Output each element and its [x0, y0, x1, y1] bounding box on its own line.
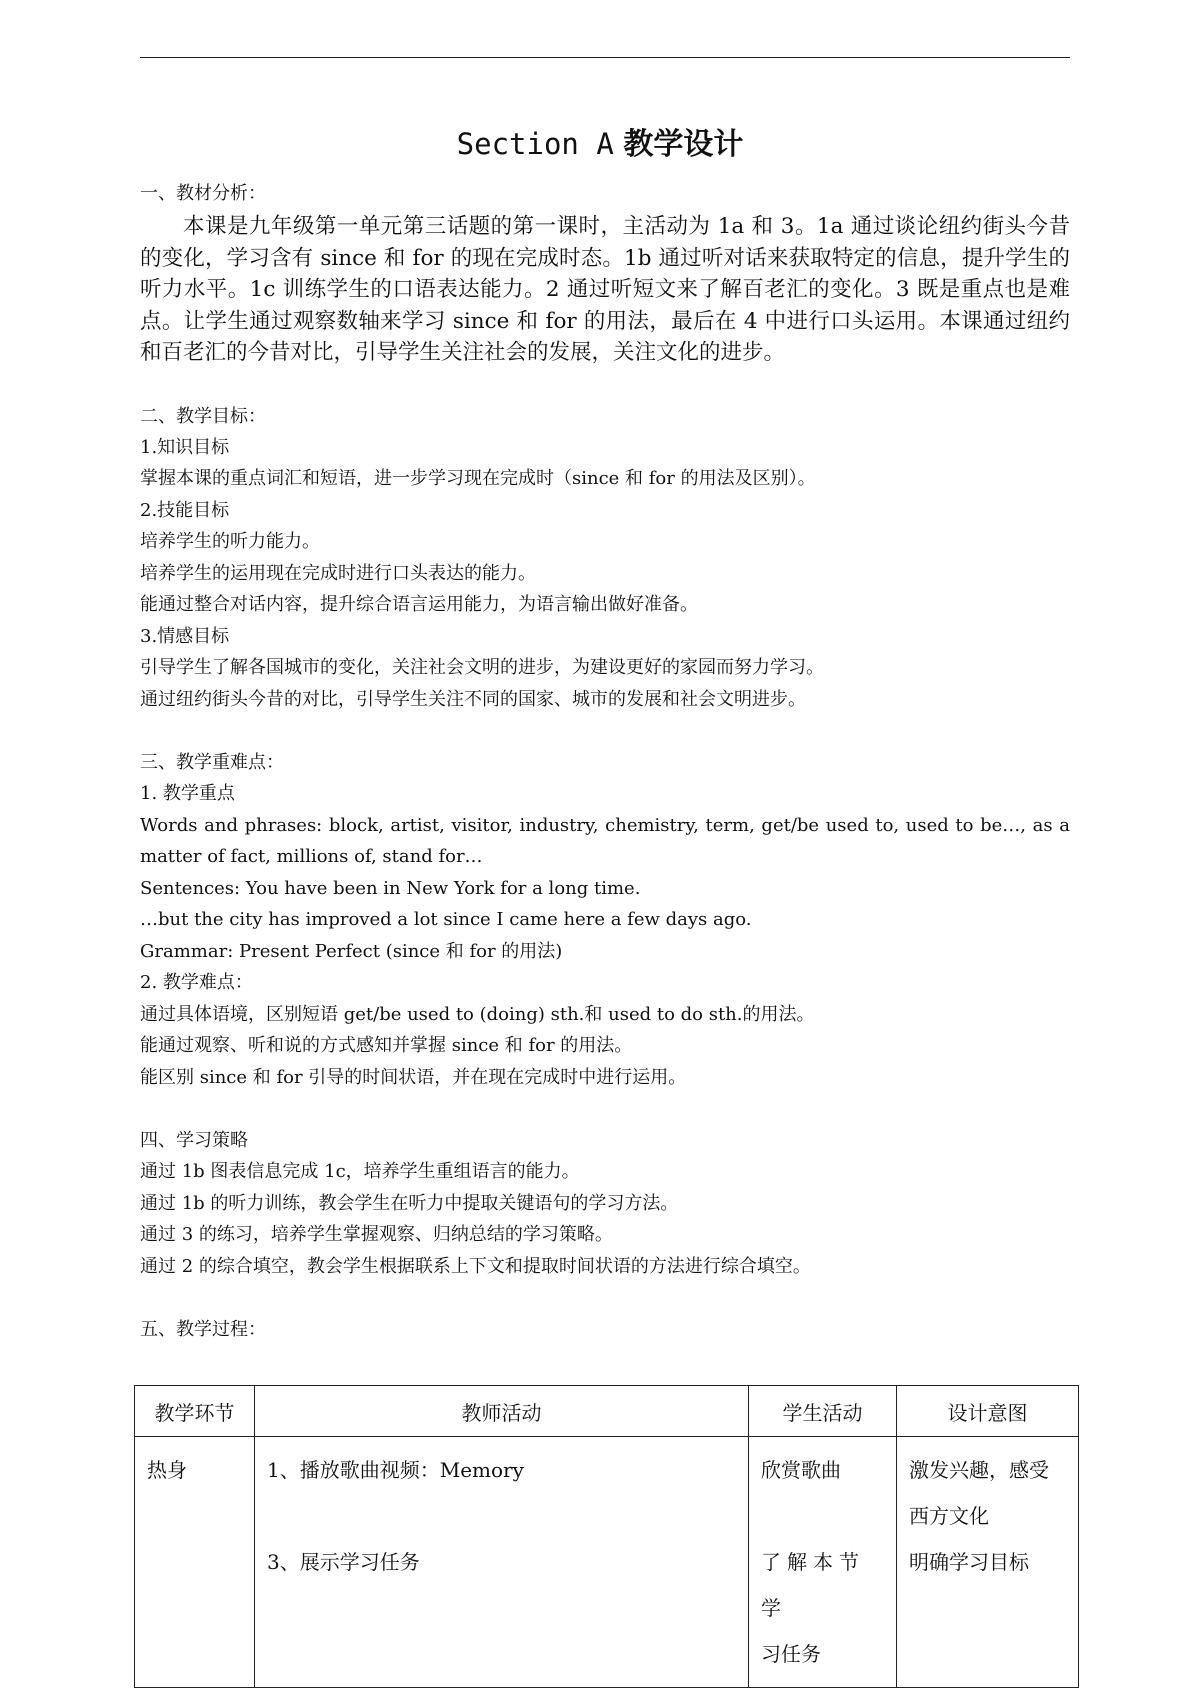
col-header-teacher: 教师活动	[255, 1386, 749, 1437]
section-3-heading: 三、教学重难点：	[140, 752, 284, 773]
section-4-heading: 四、学习策略	[140, 1130, 248, 1151]
goal-line: 2.技能目标	[140, 499, 230, 521]
goal-line: 1.知识目标	[140, 436, 230, 458]
design-intent: 激发兴趣，感受	[909, 1458, 1049, 1482]
col-header-stage: 教学环节	[135, 1386, 255, 1437]
table-row	[135, 1437, 1079, 1688]
strategy-line: 通过 2 的综合填空，教会学生根据联系上下文和提取时间状语的方法进行综合填空。	[140, 1255, 811, 1277]
design-intent: 西方文化	[909, 1504, 989, 1528]
goal-line: 培养学生的听力能力。	[140, 531, 320, 552]
grammar: Grammar: Present Perfect (since 和 for 的用法)	[140, 940, 563, 962]
strategy-line: 通过 1b 的听力训练，教会学生在听力中提取关键语句的学习方法。	[140, 1192, 679, 1214]
col-header-intent: 设计意图	[897, 1386, 1079, 1437]
teacher-cell	[255, 1437, 749, 1688]
teacher-activity: 1、播放歌曲视频：Memory	[267, 1458, 524, 1482]
student-cell	[749, 1437, 897, 1688]
teaching-process-table	[134, 1385, 1079, 1688]
title-zh: 教学设计	[623, 127, 744, 162]
difficulty-title: 2. 教学难点：	[140, 972, 253, 993]
table-header-row	[135, 1386, 1079, 1437]
student-activity: 欣赏歌曲	[761, 1458, 841, 1482]
teacher-activity: 3、展示学习任务	[267, 1550, 420, 1574]
goal-line: 引导学生了解各国城市的变化，关注社会文明的进步，为建设更好的家园而努力学习。	[140, 657, 824, 678]
section-1-body: 本课是九年级第一单元第三话题的第一课时，主活动为 1a 和 3。1a 通过谈论纽约街头今昔的变化，学习含有 since 和 for 的现在完成时态。1b 通过听对话来获取特定的信息，提升学生的听力水平。1c 训练学生的口语表达能力。2 通过听短文来了解百老汇的变化。3 既是重点也是难点。让学生通过观察数轴来学习 since 和 for 的用法，最后在 4 中进行口头运用。本课通过纽约和百老汇的今昔对比，引导学生关注社会的发展，关注文化的进步。	[140, 214, 1070, 365]
difficulty-line: 通过具体语境，区别短语 get/be used to (doing) sth.和 used to do sth.的用法。	[140, 1003, 815, 1025]
words-phrases: Words and phrases: block, artist, visitor, industry, chemistry, term, get/be used to, used to be…, as a matter of fact, millions of, stand for…	[140, 814, 1070, 867]
strategy-line: 通过 1b 图表信息完成 1c，培养学生重组语言的能力。	[140, 1161, 580, 1182]
section-2-heading: 二、教学目标：	[140, 405, 266, 427]
design-intent: 明确学习目标	[909, 1550, 1029, 1574]
goal-line: 通过纽约街头今昔的对比，引导学生关注不同的国家、城市的发展和社会文明进步。	[140, 688, 806, 710]
difficulty-line: 能通过观察、听和说的方式感知并掌握 since 和 for 的用法。	[140, 1035, 633, 1056]
section-1-heading: 一、教材分析：	[140, 183, 266, 204]
difficulty-line: 能区别 since 和 for 引导的时间状语，并在现在完成时中进行运用。	[140, 1066, 687, 1088]
stage-text: 热身	[147, 1458, 187, 1482]
student-activity: 习任务	[761, 1642, 821, 1666]
focus-title: 1. 教学重点	[140, 783, 235, 804]
stage-cell	[135, 1437, 255, 1688]
strategy-line: 通过 3 的练习，培养学生掌握观察、归纳总结的学习策略。	[140, 1224, 613, 1245]
goal-line: 3.情感目标	[140, 625, 230, 647]
intent-cell	[897, 1437, 1079, 1688]
header-rule	[140, 57, 1070, 58]
goal-line: 掌握本课的重点词汇和短语，进一步学习现在完成时（since 和 for 的用法及区别）。	[140, 468, 816, 489]
sentence-2: …but the city has improved a lot since I came here a few days ago.	[140, 909, 752, 930]
goal-line: 能通过整合对话内容，提升综合语言运用能力，为语言输出做好准备。	[140, 594, 698, 615]
col-header-student: 学生活动	[749, 1386, 897, 1437]
student-activity: 了解本节学	[761, 1550, 865, 1620]
title-en: Section A	[456, 127, 614, 161]
section-5-heading: 五、教学过程：	[140, 1319, 266, 1340]
goal-line: 培养学生的运用现在完成时进行口头表达的能力。	[140, 562, 536, 584]
page-title	[0, 124, 1200, 165]
sentences: Sentences: You have been in New York for a long time.	[140, 877, 641, 899]
document-body	[140, 178, 1070, 1345]
